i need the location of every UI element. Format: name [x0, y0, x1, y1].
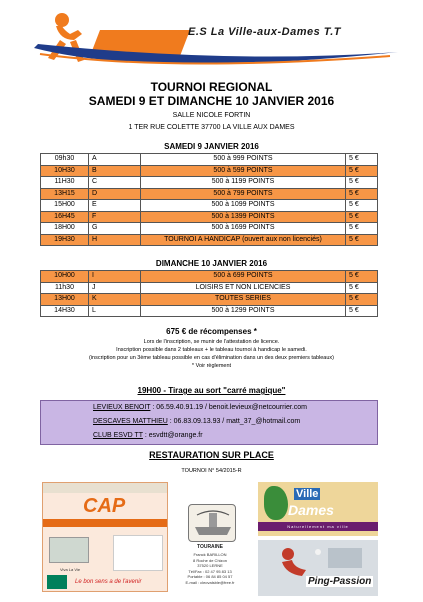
tournament-ref: TOURNOI N° 54/2015-R: [181, 468, 242, 474]
sunday-title: DIMANCHE 10 JANVIER 2016: [155, 259, 268, 268]
ping-passion-image: [258, 540, 378, 596]
contact-line: [93, 432, 203, 439]
schedule-row: [41, 282, 378, 294]
cap-logo: CAP: [83, 495, 126, 517]
schedule-description: 500 à 1299 POINTS: [141, 305, 346, 317]
contact-name-link[interactable]: LEVIEUX BENOIT: [93, 404, 151, 411]
schedule-row: [41, 305, 378, 317]
sponsor-ville-aux-dames: [258, 482, 378, 536]
saturday-title: SAMEDI 9 JANVIER 2016: [164, 142, 259, 151]
venue-name: SALLE NICOLE FORTIN: [172, 112, 251, 119]
schedule-description: 500 à 1199 POINTS: [141, 177, 346, 189]
contact-name-link[interactable]: CLUB ESVD TT: [93, 432, 143, 439]
info-third-table: (inscription pour un 3ème tableau possible en cas d'élimination dans un des deux premiers tableaux): [88, 355, 335, 361]
credit-agricole-logo: [47, 575, 67, 589]
page-subtitle: SAMEDI 9 ET DIMANCHE 10 JANVIER 2016: [88, 94, 335, 108]
schedule-row: [41, 234, 378, 246]
schedule-code: A: [89, 154, 141, 166]
ville-slogan: Naturellement ma ville: [258, 522, 378, 531]
schedule-time: 15H00: [41, 200, 89, 212]
schedule-description: 500 à 1099 POINTS: [141, 200, 346, 212]
schedule-price: 5 €: [346, 211, 378, 223]
schedule-price: 5 €: [346, 305, 378, 317]
schedule-row: [41, 211, 378, 223]
schedule-description: TOURNOI A HANDICAP (ouvert aux non licenciés): [141, 234, 346, 246]
ville-logo-ribbon: [264, 486, 288, 520]
sponsor-valsble: [180, 500, 240, 590]
schedule-time: 13H00: [41, 294, 89, 306]
valsble-city: 37520 LERNE: [197, 563, 223, 568]
schedule-description: 500 à 599 POINTS: [141, 165, 346, 177]
schedule-time: 10H30: [41, 165, 89, 177]
schedule-row: [41, 200, 378, 212]
schedule-description: 500 à 1699 POINTS: [141, 223, 346, 235]
schedule-description: LOISIRS ET NON LICENCIES: [141, 282, 346, 294]
contacts-box: [40, 400, 378, 445]
ping-passion-title: Ping-Passion: [308, 576, 372, 587]
schedule-row: [41, 271, 378, 283]
schedule-code: E: [89, 200, 141, 212]
contact-detail: : 06.59.40.91.19 / benoit.levieux@netcourrier.com: [150, 404, 307, 411]
schedule-row: [41, 223, 378, 235]
valsble-name: TOURAINE: [196, 544, 224, 550]
contact-detail: : esvdtt@orange.fr: [142, 432, 203, 439]
valsble-street: 8 Roche de Chizon: [192, 557, 228, 563]
draw-text: 19H00 - Tirage au sort "carré magique": [137, 386, 286, 395]
schedule-price: 5 €: [346, 234, 378, 246]
schedule-time: 11H30: [41, 177, 89, 189]
schedule-description: 500 à 1399 POINTS: [141, 211, 346, 223]
schedule-row: [41, 294, 378, 306]
schedule-code: C: [89, 177, 141, 189]
schedule-time: 13H15: [41, 188, 89, 200]
valsble-phone: Tél/Fax : 02 47 95 83 13: [188, 568, 232, 574]
valsble-logo: [188, 504, 236, 542]
schedule-time: 18H00: [41, 223, 89, 235]
venue-address: 1 TER RUE COLETTE 37700 LA VILLE AUX DAMES: [128, 124, 295, 131]
ville-label: Ville: [296, 488, 319, 500]
info-registration: Inscription possible dans 2 tableaux + le tableau tournoi à handicap le samedi.: [116, 347, 307, 353]
info-license: Lors de l'inscription, se munir de l'attestation de licence.: [143, 339, 280, 345]
cap-band: [43, 519, 167, 527]
schedule-description: 500 à 999 POINTS: [141, 154, 346, 166]
schedule-price: 5 €: [346, 188, 378, 200]
cap-slogan: Le bon sens a de l'avenir: [75, 579, 142, 585]
schedule-row: [41, 154, 378, 166]
club-name: E.S La Ville-aux-Dames T.T: [188, 26, 341, 38]
schedule-price: 5 €: [346, 200, 378, 212]
schedule-row: [41, 188, 378, 200]
schedule-price: 5 €: [346, 271, 378, 283]
valsble-mobile: Portable : 06 84 85 04 57: [187, 574, 233, 579]
schedule-code: H: [89, 234, 141, 246]
shop-name: Viva La Vie: [59, 567, 81, 572]
schedule-row: [41, 165, 378, 177]
sponsor-ping-passion: [258, 540, 378, 596]
schedule-description: 500 à 699 POINTS: [141, 271, 346, 283]
schedule-price: 5 €: [346, 223, 378, 235]
cap-flyer-image: [113, 535, 163, 571]
valsble-info: [180, 552, 240, 585]
cap-header-strip: [43, 483, 167, 493]
schedule-code: B: [89, 165, 141, 177]
schedule-price: 5 €: [346, 154, 378, 166]
valsble-email: E-mail : cleovalsble@free.fr: [185, 579, 235, 585]
sponsor-cap: [42, 482, 168, 592]
schedule-time: 09h30: [41, 154, 89, 166]
schedule-code: K: [89, 294, 141, 306]
valsble-owner: Franck BARILLON: [193, 552, 227, 557]
schedule-price: 5 €: [346, 165, 378, 177]
schedule-code: J: [89, 282, 141, 294]
schedule-description: TOUTES SERIES: [141, 294, 346, 306]
prize-text: 675 € de récompenses *: [166, 327, 257, 336]
contact-line: [93, 418, 300, 425]
schedule-price: 5 €: [346, 294, 378, 306]
schedule-code: I: [89, 271, 141, 283]
schedule-time: 16H45: [41, 211, 89, 223]
contact-detail: : 06.83.09.13.93 / matt_37_@hotmail.com: [167, 418, 301, 425]
info-rules: * Voir règlement: [191, 363, 232, 369]
schedule-row: [41, 177, 378, 189]
schedule-description: 500 à 799 POINTS: [141, 188, 346, 200]
schedule-code: L: [89, 305, 141, 317]
schedule-time: 14H30: [41, 305, 89, 317]
schedule-time: 11h30: [41, 282, 89, 294]
restauration-title: RESTAURATION SUR PLACE: [149, 450, 274, 460]
schedule-price: 5 €: [346, 177, 378, 189]
shop-image: [49, 537, 89, 563]
sunday-schedule-table: [40, 270, 378, 317]
dames-label: Dames: [288, 502, 334, 518]
schedule-time: 10H00: [41, 271, 89, 283]
schedule-time: 19H30: [41, 234, 89, 246]
contact-line: [93, 404, 307, 411]
page-title: TOURNOI REGIONAL: [150, 80, 273, 94]
contact-name-link[interactable]: DESCAVES MATTHIEU: [93, 418, 168, 425]
schedule-price: 5 €: [346, 282, 378, 294]
schedule-code: G: [89, 223, 141, 235]
schedule-code: D: [89, 188, 141, 200]
schedule-code: F: [89, 211, 141, 223]
saturday-schedule-table: [40, 153, 378, 246]
